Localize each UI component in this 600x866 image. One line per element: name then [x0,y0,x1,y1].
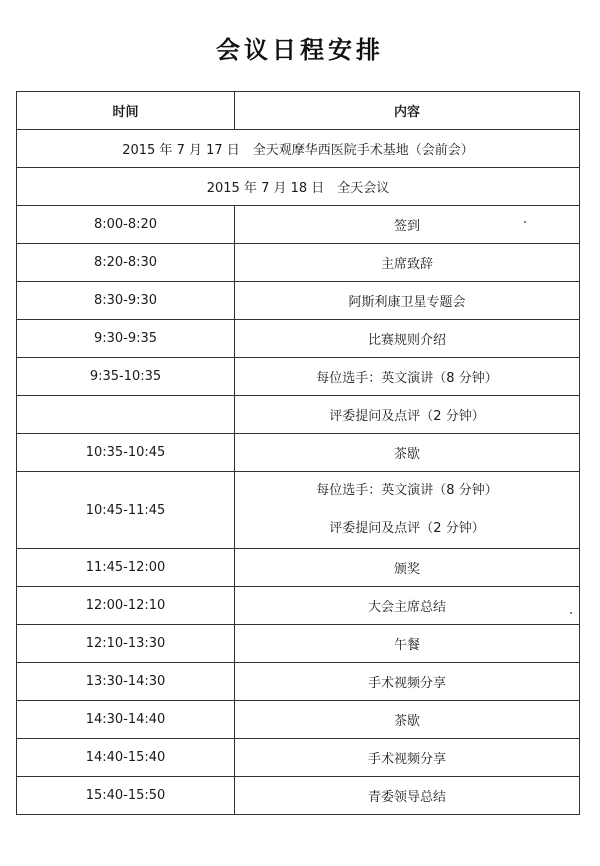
time-cell: 10:35-10:45 [17,434,235,472]
content-cell: 午餐 [235,625,580,663]
time-cell: 10:45-11:45 [17,472,235,549]
full-width-row [17,130,580,168]
pre-conference-note: 2015 年 7 月 17 日 全天观摩华西医院手术基地（会前会） [17,130,580,168]
time-cell: 8:30-9:30 [17,282,235,320]
scan-speck [524,221,526,223]
table-row [17,587,580,625]
table-row [17,777,580,815]
content-cell [235,472,580,549]
time-cell: 14:30-14:40 [17,701,235,739]
table-row [17,206,580,244]
time-cell: 8:20-8:30 [17,244,235,282]
page-title: 会议日程安排 [216,36,384,64]
content-cell: 主席致辞 [235,244,580,282]
content-line: 每位选手：英文演讲（8 分钟） [316,483,498,498]
table-row [17,549,580,587]
table-row [17,244,580,282]
content-cell: 茶歇 [235,701,580,739]
header-time: 时间 [17,92,235,130]
schedule-table [16,91,580,815]
time-cell: 15:40-15:50 [17,777,235,815]
table-row [17,625,580,663]
table-row [17,434,580,472]
time-cell: 11:45-12:00 [17,549,235,587]
time-cell: 13:30-14:30 [17,663,235,701]
content-cell: 手术视频分享 [235,739,580,777]
table-row [17,282,580,320]
table-row [17,663,580,701]
table-row [17,472,580,549]
conference-day-note: 2015 年 7 月 18 日 全天会议 [17,168,580,206]
content-cell: 大会主席总结 [235,587,580,625]
content-cell: 手术视频分享 [235,663,580,701]
content-cell: 评委提问及点评（2 分钟） [235,396,580,434]
time-cell [17,396,235,434]
table-row [17,358,580,396]
scan-speck [570,612,572,614]
content-cell: 青委领导总结 [235,777,580,815]
time-cell: 9:35-10:35 [17,358,235,396]
content-cell: 阿斯利康卫星专题会 [235,282,580,320]
table-row [17,739,580,777]
time-cell: 12:00-12:10 [17,587,235,625]
full-width-row [17,168,580,206]
table-row [17,396,580,434]
content-cell: 签到 [235,206,580,244]
time-cell: 12:10-13:30 [17,625,235,663]
table-header-row [17,92,580,130]
time-cell: 8:00-8:20 [17,206,235,244]
content-cell: 颁奖 [235,549,580,587]
content-cell: 比赛规则介绍 [235,320,580,358]
content-cell: 每位选手：英文演讲（8 分钟） [235,358,580,396]
table-row [17,320,580,358]
content-cell: 茶歇 [235,434,580,472]
header-content: 内容 [235,92,580,130]
time-cell: 14:40-15:40 [17,739,235,777]
time-cell: 9:30-9:35 [17,320,235,358]
table-row [17,701,580,739]
content-line: 评委提问及点评（2 分钟） [329,521,485,536]
